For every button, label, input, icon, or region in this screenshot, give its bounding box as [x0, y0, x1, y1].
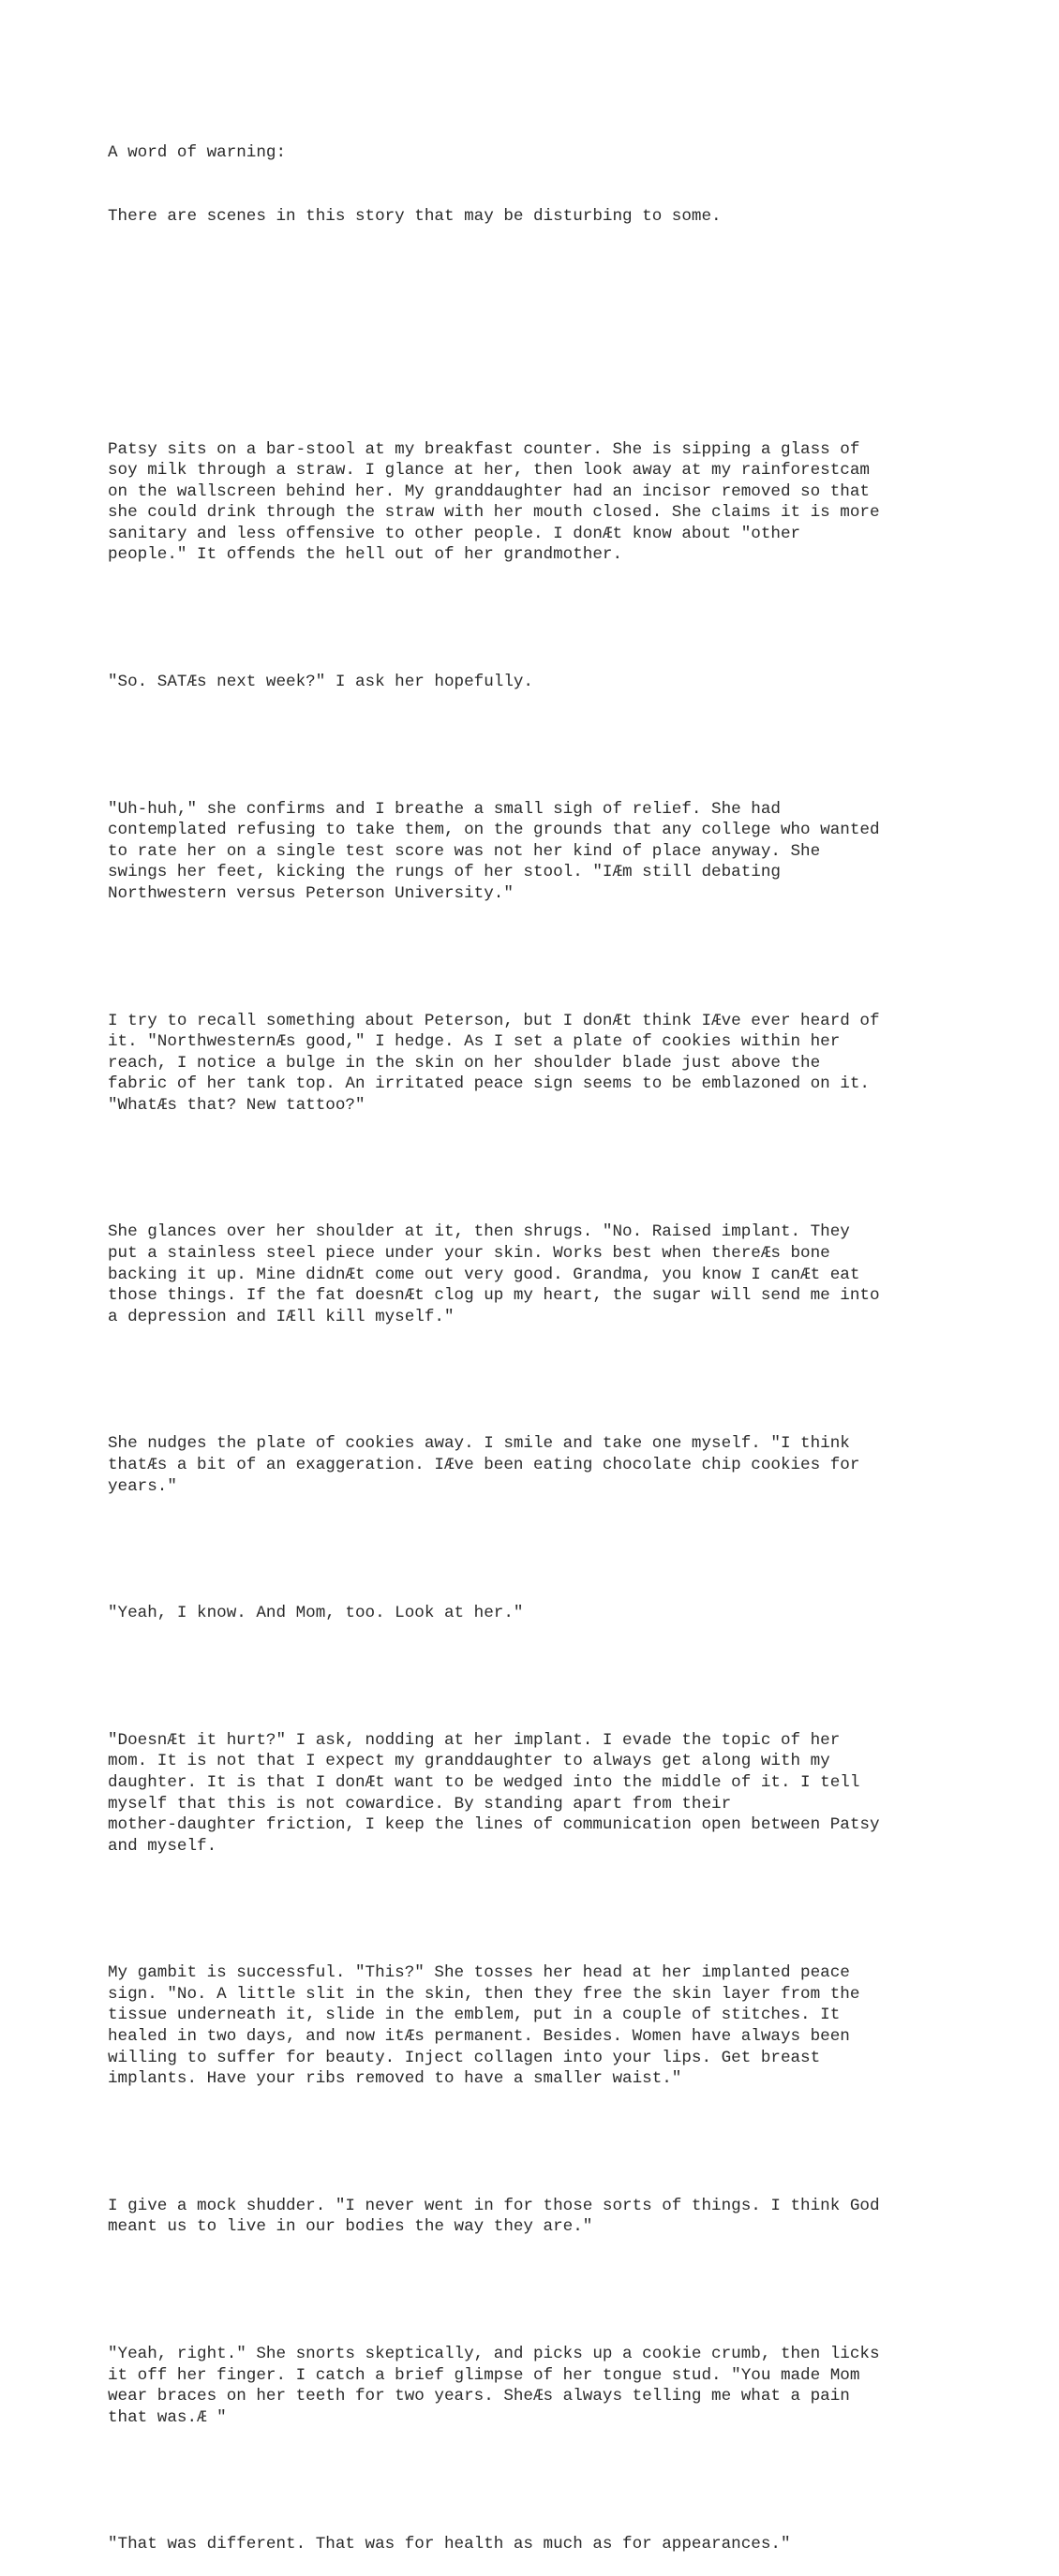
story-paragraph: "DoesnÆt it hurt?" I ask, nodding at her implant. I evade the topic of her mom. It is not that I expect my granddaughter to always get along with my daughter. It is that I donÆt want to be wedged into the middle of it. I tell myself that this is not cowardice. By standing apart from their mother-daughter friction, I keep the lines of communication open between Patsy and myself. [108, 1730, 880, 1856]
story-paragraph: "Yeah, right." She snorts skeptically, and picks up a cookie crumb, then licks it off her finger. I catch a brief glimpse of her tongue stud. "You made Mom wear braces on her teeth for two years. SheÆs always telling me what a pain that was.Æ " [108, 2344, 880, 2427]
spacer [108, 735, 1045, 757]
spacer [108, 1370, 1045, 1392]
story-paragraph: My gambit is successful. "This?" She tosses her head at her implanted peace sign. "No. A little slit in the skin, then they free the skin layer from the tissue underneath it, slide in the emblem, put in a couple of stitches. It healed in two days, and now itÆs permanent. Besides. Women have always been willing to suffer for beauty. Inject collagen into your lips. Get breast implants. Have your ribs removed to have a smaller waist." [108, 1963, 860, 2089]
spacer [108, 1539, 1045, 1561]
spacer [108, 608, 1045, 629]
warning-heading: A word of warning: [108, 143, 287, 163]
story-paragraph: "Yeah, I know. And Mom, too. Look at her." [108, 1604, 524, 1623]
warning-text: There are scenes in this story that may be disturbing to some. [108, 206, 722, 226]
document-page [108, 100, 1045, 2576]
story-paragraph: "That was different. That was for health as much as for appearances." [108, 2535, 791, 2554]
spacer [108, 947, 1045, 969]
story-paragraph: She nudges the plate of cookies away. I smile and take one myself. "I think thatÆs a bit of an exaggeration. IÆve been eating chocolate chip cookies for years." [108, 1434, 860, 1496]
spacer [108, 2280, 1045, 2302]
spacer [108, 1899, 1045, 1920]
spacer [108, 1666, 1045, 1688]
story-paragraph: She glances over her shoulder at it, then shrugs. "No. Raised implant. They put a stainless steel piece under your skin. Works best when thereÆs bone backing it up. Mine didnÆt come out very good. Grandma, you know I canÆt eat those things. If the fat doesnÆt clog up my heart, the sugar will send me into a depression and IÆll kill myself." [108, 1222, 880, 1326]
story-paragraph: "So. SATÆs next week?" I ask her hopefully. [108, 673, 533, 692]
story-paragraph: "Uh-huh," she confirms and I breathe a small sigh of relief. She had contemplated refusing to take them, on the grounds that any college who wanted to rate her on a single test score was not her kind of place anyway. She swings her feet, kicking the rungs of her stool. "IÆm still debating Northwestern versus Peterson University." [108, 799, 880, 903]
story-paragraph: I try to recall something about Peterson, but I donÆt think IÆve ever heard of it. "NorthwesternÆs good," I hedge. As I set a plate of cookies within her reach, I notice a bulge in the skin on her shoulder blade just above the fabric of her tank top. An irritated peace sign seems to be emblazoned on it. "WhatÆs that? New tattoo?" [108, 1011, 880, 1115]
spacer [108, 354, 1045, 376]
story-paragraph: Patsy sits on a bar-stool at my breakfast counter. She is sipping a glass of soy milk through a straw. I glance at her, then look away at my rainforestcam on the wallscreen behind her. My granddaughter had an incisor removed so that she could drink through the straw with her mouth closed. She claims it is more sanitary and less offensive to other people. I donÆt know about "other people." It offends the hell out of her grandmother. [108, 439, 880, 565]
spacer [108, 2471, 1045, 2493]
story-paragraph: I give a mock shudder. "I never went in for those sorts of things. I think God meant us to live in our bodies the way they are." [108, 2196, 880, 2237]
spacer [108, 2132, 1045, 2154]
spacer [108, 270, 1045, 312]
spacer [108, 1159, 1045, 1180]
